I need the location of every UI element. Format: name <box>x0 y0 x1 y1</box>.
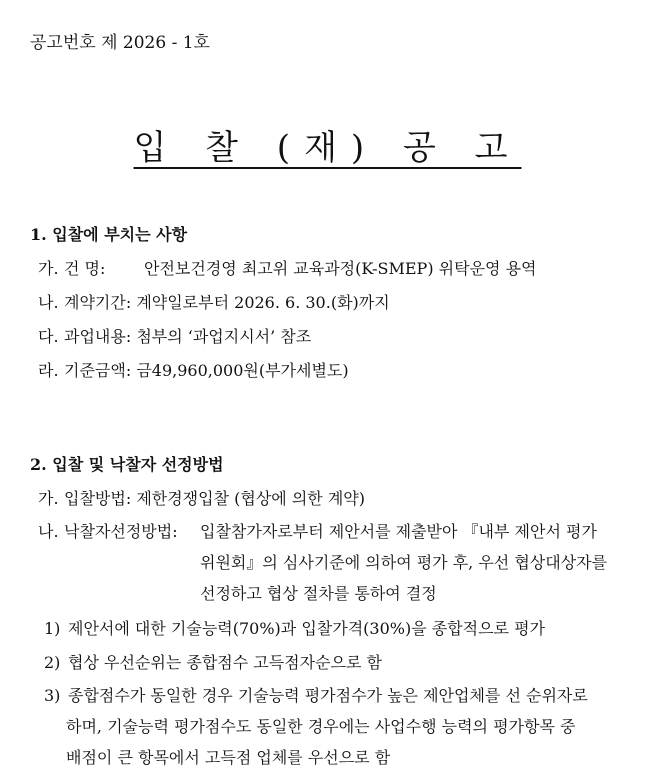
section-1-item-period <box>38 290 390 313</box>
selection-text-line: 선정하고 협상 절차를 통하여 결정 <box>200 584 437 603</box>
item-label: 과업내용: <box>64 327 132 346</box>
item-label: 건 명: <box>64 259 106 278</box>
section-1-item-amount <box>38 358 349 381</box>
criteria-item-3 <box>44 683 588 706</box>
notice-number: 공고번호 제 2026 - 1호 <box>30 33 210 53</box>
criteria-item-3-line: 배점이 큰 항목에서 고득점 업체를 우선으로 함 <box>66 748 391 767</box>
item-marker: 라. <box>38 361 59 380</box>
item-marker: 가. <box>38 489 59 508</box>
item-marker: 다. <box>38 327 59 346</box>
item-marker: 나. <box>38 293 59 312</box>
selection-text-line: 입찰참가자로부터 제안서를 제출받아 『내부 제안서 평가 <box>200 522 597 541</box>
criteria-item-1 <box>44 616 545 639</box>
item-value: 첨부의 ‘과업지시서’ 참조 <box>136 327 312 346</box>
sub-text: 종합점수가 동일한 경우 기술능력 평가점수가 높은 제안업체를 선 순위자로 <box>68 686 588 705</box>
item-marker: 가. <box>38 259 59 278</box>
item-label: 계약기간: <box>64 293 132 312</box>
item-value: 계약일로부터 2026. 6. 30.(화)까지 <box>136 293 390 312</box>
page-title: 입 찰 (재) 공 고 <box>133 128 522 168</box>
item-marker: 나. <box>38 522 59 541</box>
section-2-item-method <box>38 486 365 509</box>
item-label: 낙찰자선정방법: <box>64 522 178 541</box>
section-2-heading: 2. 입찰 및 낙찰자 선정방법 <box>30 455 224 474</box>
sub-marker: 2) <box>44 653 61 672</box>
item-value: 제한경쟁입찰 (협상에 의한 계약) <box>136 489 365 508</box>
sub-text: 협상 우선순위는 종합점수 고득점자순으로 함 <box>68 653 383 672</box>
criteria-item-2 <box>44 650 382 673</box>
item-value: 금49,960,000원(부가세별도) <box>136 361 349 380</box>
sub-marker: 3) <box>44 686 61 705</box>
criteria-item-3-line: 하며, 기술능력 평가점수도 동일한 경우에는 사업수행 능력의 평가항목 중 <box>66 717 576 736</box>
selection-text-line: 위원회』의 심사기준에 의하여 평가 후, 우선 협상대상자를 <box>200 553 608 572</box>
sub-marker: 1) <box>44 619 61 638</box>
sub-text: 제안서에 대한 기술능력(70%)과 입찰가격(30%)을 종합적으로 평가 <box>68 619 546 638</box>
section-1-item-scope <box>38 324 311 347</box>
item-label: 기준금액: <box>64 361 132 380</box>
item-label: 입찰방법: <box>64 489 132 508</box>
section-1-heading: 1. 입찰에 부치는 사항 <box>30 225 188 244</box>
section-1-item-name <box>38 256 536 279</box>
item-value: 안전보건경영 최고위 교육과정(K-SMEP) 위탁운영 용역 <box>144 259 537 278</box>
section-2-item-selection <box>38 519 178 542</box>
